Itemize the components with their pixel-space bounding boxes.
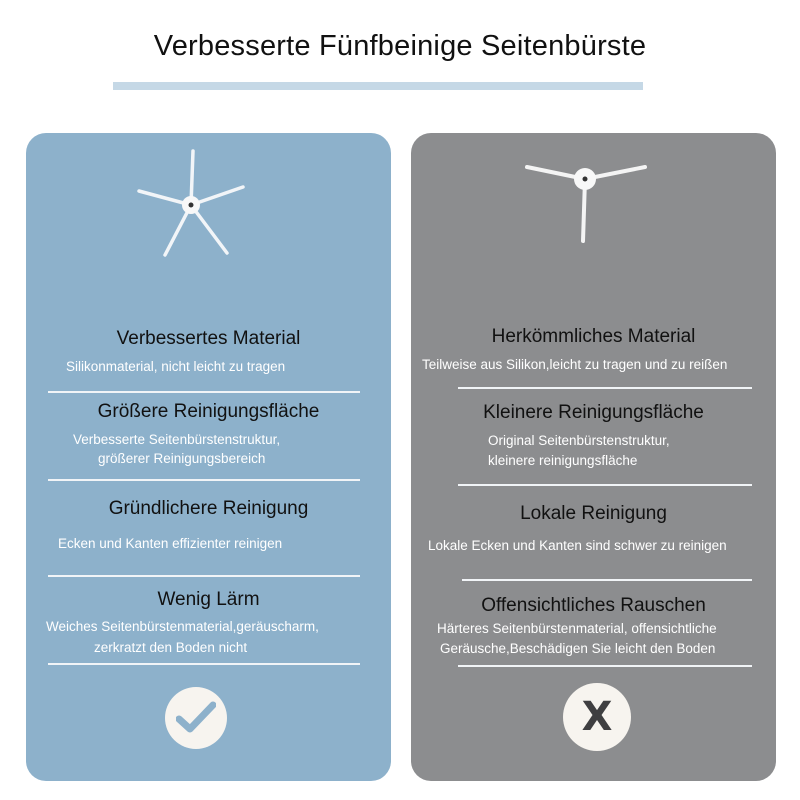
divider [48,575,360,577]
section-desc-noise-line1: Härteres Seitenbürstenmaterial, offensichtliche [437,621,717,636]
section-desc-material: Teilweise aus Silikon,leicht zu tragen und zu reißen [422,357,728,372]
section-desc-area-line2: kleinere reinigungsfläche [488,453,638,468]
checkmark-badge [165,687,227,749]
section-desc-material: Silikonmaterial, nicht leicht zu tragen [66,359,286,374]
divider [462,579,752,581]
section-title-cleaning: Gründlichere Reinigung [108,498,309,519]
section-desc-cleaning: Ecken und Kanten effizienter reinigen [58,536,283,551]
divider [48,479,360,481]
section-desc-area-line1: Verbesserte Seitenbürstenstruktur, [73,432,281,447]
section-desc-area-line1: Original Seitenbürstenstruktur, [488,433,670,448]
conventional-brush-panel [411,133,776,781]
divider [48,663,360,665]
improved-brush-panel [26,133,391,781]
section-title-area: Größere Reinigungsfläche [97,401,320,422]
x-mark-badge [563,683,631,751]
section-title-noise: Wenig Lärm [157,589,260,610]
three-arm-side-brush-icon [521,145,651,245]
section-title-cleaning: Lokale Reinigung [520,503,667,524]
page-title: Verbesserte Fünfbeinige Seitenbürste [153,30,647,62]
section-title-area: Kleinere Reinigungsfläche [483,402,704,423]
section-title-material: Herkömmliches Material [491,326,696,347]
divider [458,484,752,486]
section-desc-cleaning: Lokale Ecken und Kanten sind schwer zu reinigen [428,538,727,553]
section-desc-noise-line1: Weiches Seitenbürstenmaterial,geräuscharm, [46,619,319,634]
x-mark-icon: X [581,694,613,740]
divider [48,391,360,393]
section-desc-noise-line2: zerkratzt den Boden nicht [94,640,248,655]
five-arm-side-brush-icon [131,143,251,258]
checkmark-icon [176,701,216,735]
divider [458,665,752,667]
divider [458,387,752,389]
section-desc-noise-line2: Geräusche,Beschädigen Sie leicht den Boden [440,641,716,656]
section-desc-area-line2: größerer Reinigungsbereich [98,451,266,466]
section-title-noise: Offensichtliches Rauschen [481,595,706,616]
title-underline [113,82,643,90]
section-title-material: Verbessertes Material [116,328,301,349]
